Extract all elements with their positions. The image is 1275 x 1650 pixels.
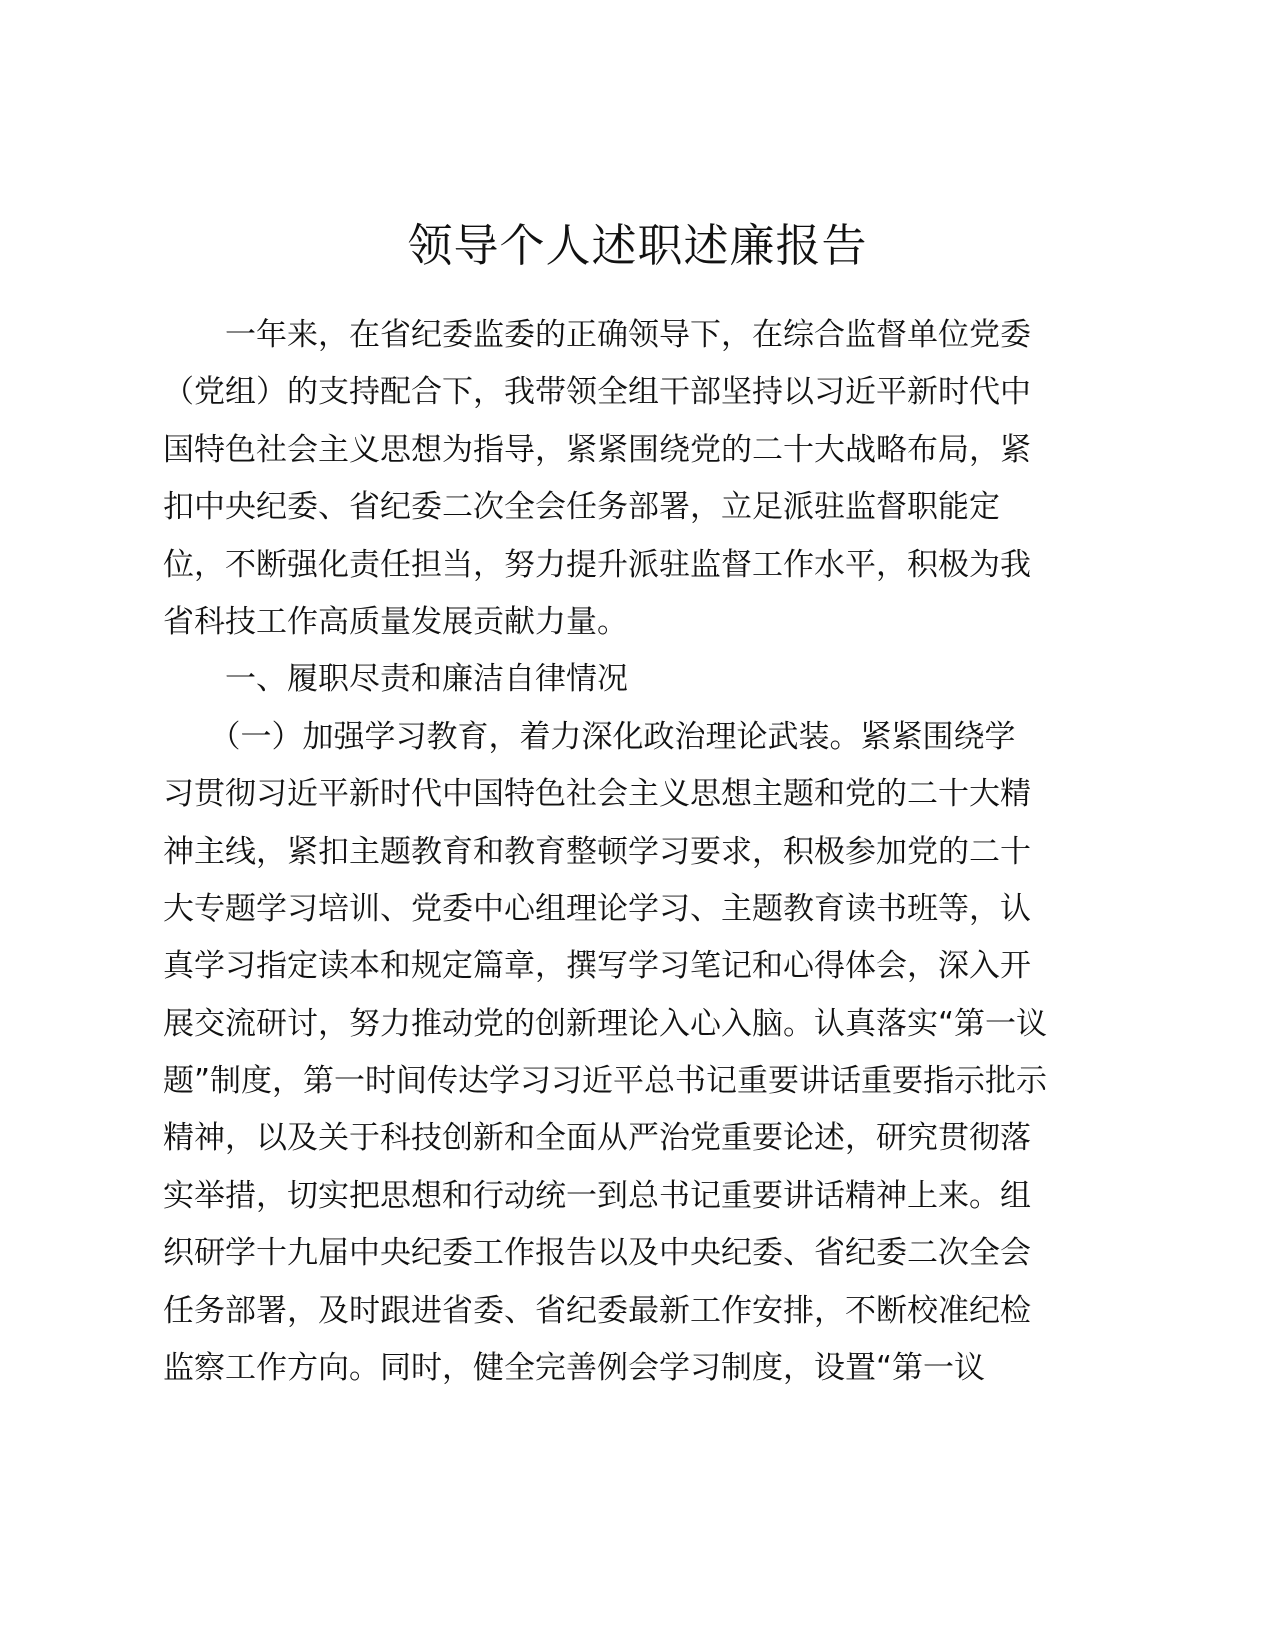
body-line: 神主线，紧扣主题教育和教育整顿学习要求，积极参加党的二十 [163,833,1031,870]
body-line: 大专题学习培训、党委中心组理论学习、主题教育读书班等，认 [163,890,1031,927]
body-line: 真学习指定读本和规定篇章，撰写学习笔记和心得体会，深入开 [163,948,1031,985]
body-line: 一年来，在省纪委监委的正确领导下，在综合监督单位党委 [163,317,1031,353]
body-line: 织研学十九届中央纪委工作报告以及中央纪委、省纪委二次全会 [163,1235,1031,1272]
body-line: 展交流研讨，努力推动党的创新理论入心入脑。认真落实“第一议 [163,1005,1048,1042]
body-line: 省科技工作高质量发展贡献力量。 [163,603,628,640]
body-line: 监察工作方向。同时，健全完善例会学习制度，设置“第一议 [163,1350,986,1387]
body-line: 实举措，切实把思想和行动统一到总书记重要讲话精神上来。组 [163,1177,1031,1214]
body-line: （一）加强学习教育，着力深化政治理论武装。紧紧围绕学 [163,718,1016,755]
body-line: 位，不断强化责任担当，努力提升派驻监督工作水平，积极为我 [163,546,1031,583]
body-line: 题”制度，第一时间传达学习习近平总书记重要讲话重要指示批示 [163,1063,1048,1100]
body-line: 精神，以及关于科技创新和全面从严治党重要论述，研究贯彻落 [163,1120,1031,1157]
body-line: 扣中央纪委、省纪委二次全会任务部署，立足派驻监督职能定 [163,489,1000,526]
document-body [163,307,1123,1397]
body-line: 习贯彻习近平新时代中国特色社会主义思想主题和党的二十大精 [163,776,1031,813]
body-line: （党组）的支持配合下，我带领全组干部坚持以习近平新时代中 [163,374,1031,411]
section-heading: 一、履职尽责和廉洁自律情况 [163,661,628,698]
body-line: 国特色社会主义思想为指导，紧紧围绕党的二十大战略布局，紧 [163,431,1031,468]
body-line: 任务部署，及时跟进省委、省纪委最新工作安排，不断校准纪检 [163,1292,1031,1329]
document-title: 领导个人述职述廉报告 [407,219,868,272]
